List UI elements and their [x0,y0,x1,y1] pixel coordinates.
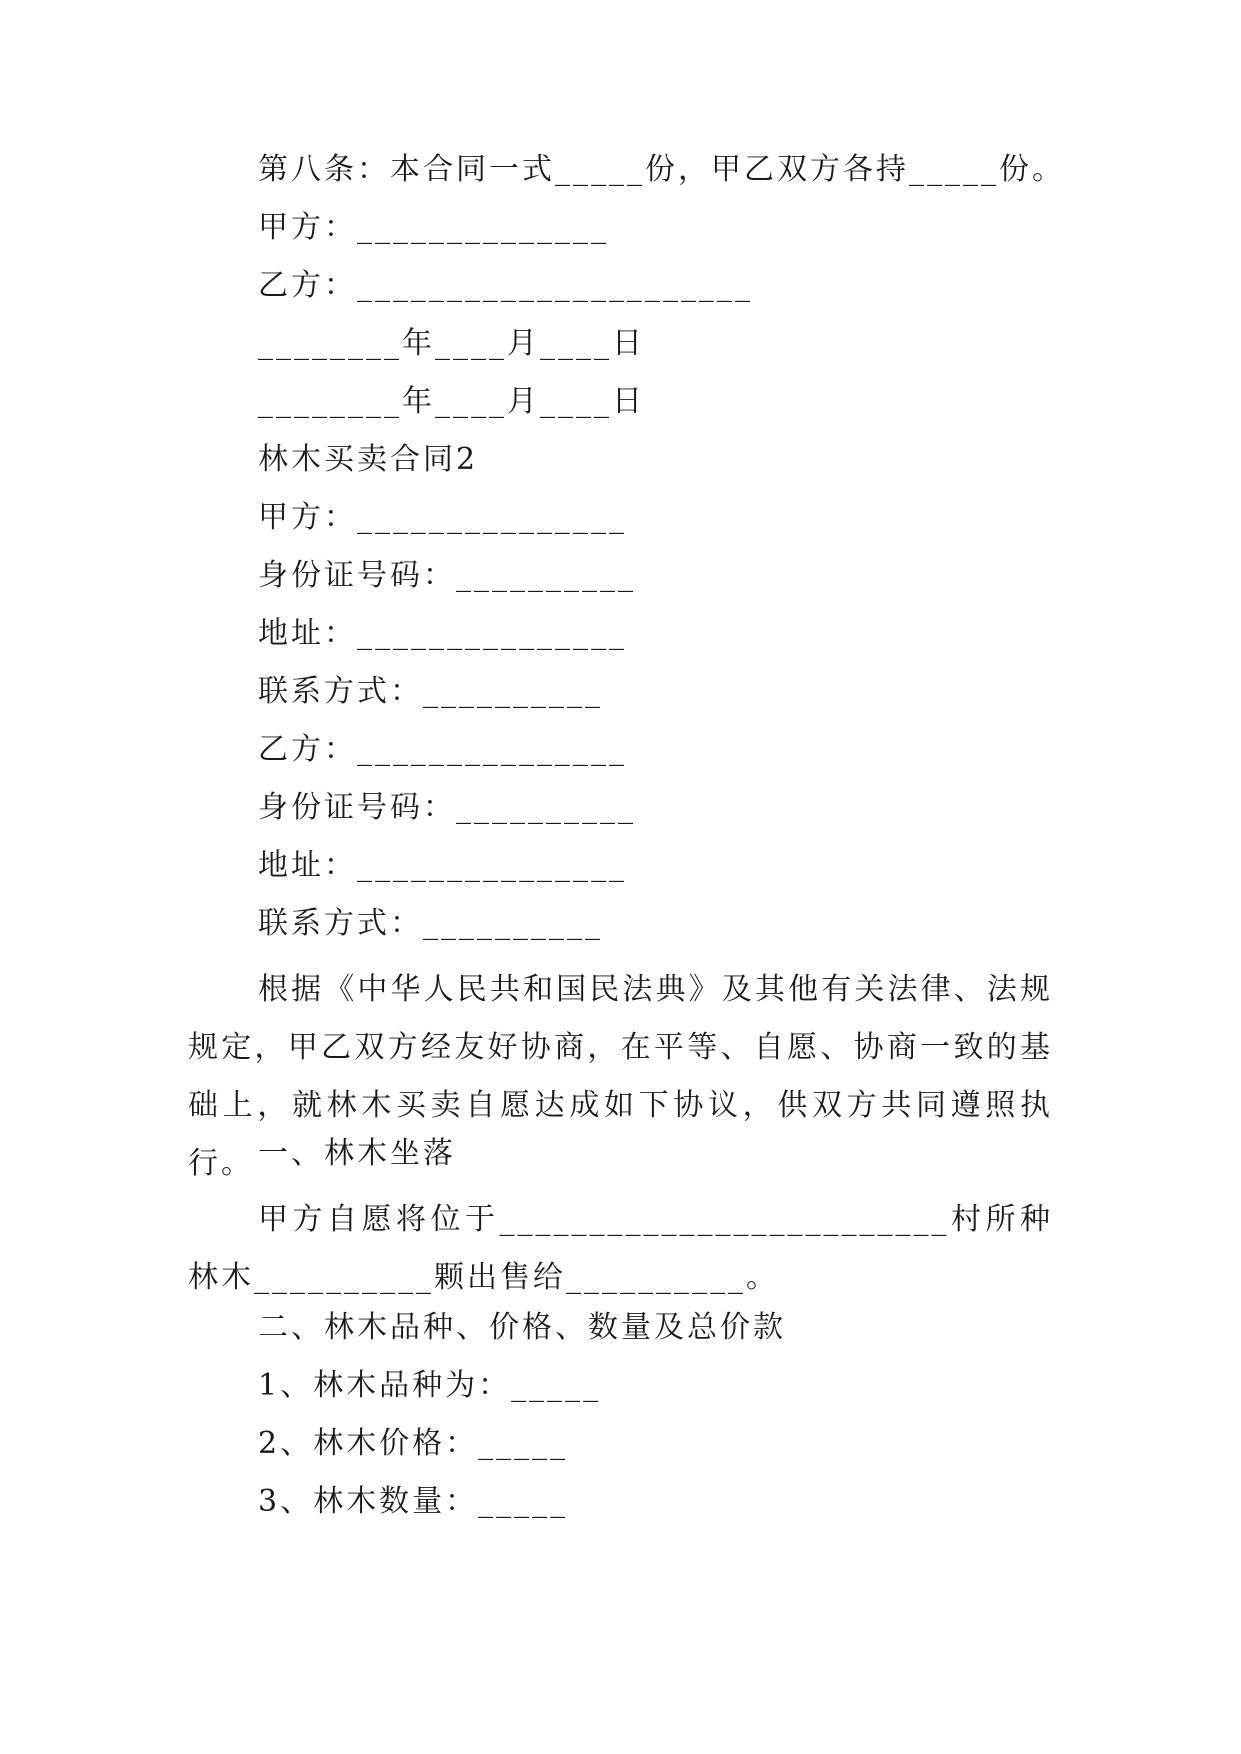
party-b-field: 乙方：_______________ [258,732,627,767]
preamble-paragraph: 根据《中华人民共和国民法典》及其他有关法律、法规规定，甲乙双方经友好协商，在平等、自愿、协商一致的基础上，就林木买卖自愿达成如下协议，供双方共同遵照执行。 [188,972,1053,1181]
party-a-contact-field: 联系方式：__________ [258,674,603,709]
date-line-a: ________年____月____日 [258,326,645,361]
party-a-signature: 甲方：______________ [258,210,609,245]
party-b-id-field: 身份证号码：__________ [258,790,636,825]
date-line-b: ________年____月____日 [258,384,645,419]
party-b-address-field: 地址：_______________ [258,848,627,883]
party-a-field: 甲方：_______________ [258,500,627,535]
item-species: 1、林木品种为：_____ [258,1368,602,1403]
section-two-heading: 二、林木品种、价格、数量及总价款 [258,1310,786,1345]
party-b-contact-field: 联系方式：__________ [258,906,603,941]
party-a-address-field: 地址：_______________ [258,616,627,651]
article-eight-copies: 第八条：本合同一式_____份，甲乙双方各持_____份。 [258,152,1065,187]
party-b-signature: 乙方：______________________ [258,268,753,303]
party-a-id-field: 身份证号码：__________ [258,558,636,593]
item-price: 2、林木价格：_____ [258,1426,569,1461]
contract-title: 林木买卖合同2 [258,442,479,477]
section-one-heading: 一、林木坐落 [258,1136,456,1171]
item-quantity: 3、林木数量：_____ [258,1484,569,1519]
section-one-body: 甲方自愿将位于_________________________村所种林木__________颗出售给__________。 [188,1202,1053,1295]
